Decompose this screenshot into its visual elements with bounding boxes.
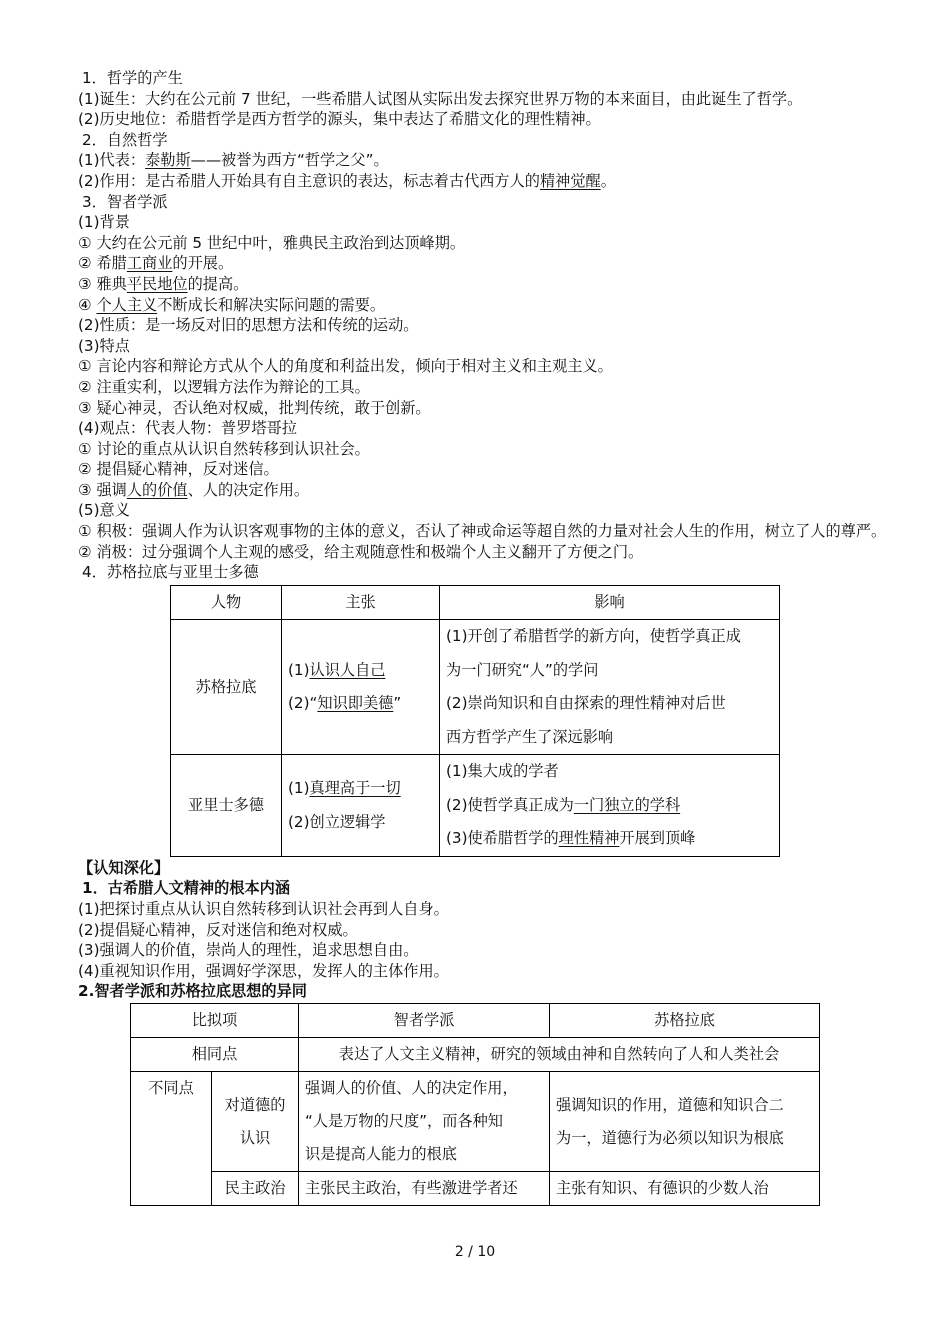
table-row-socrates [171, 620, 780, 755]
comparison-row-same [131, 1038, 820, 1072]
deepening-item-4: (4)重视知识作用，强调好学深思，发挥人的主体作用。 [78, 961, 449, 980]
feature-item-2: ② 注重实利，以逻辑方法作为辩论的工具。 [78, 377, 370, 396]
significance-negative: ② 消极：过分强调个人主观的感受，给主观随意性和极端个人主义翻开了方便之门。 [78, 542, 644, 561]
feature-item-1: ① 言论内容和辩论方式从个人的角度和利益出发，倾向于相对主义和主观主义。 [78, 357, 613, 376]
deepening-title-2: 2.智者学派和苏格拉底思想的异同 [78, 982, 307, 1001]
document-body [78, 68, 888, 1206]
background-item-4: ④ 个人主义不断成长和解决实际问题的需要。 [78, 295, 386, 314]
moral-label: 对道德的 认识 [212, 1072, 299, 1172]
header-person: 人物 [171, 585, 282, 620]
spirit-awakening-underlined: 精神觉醒 [539, 171, 601, 190]
thales-underlined: 泰勒斯 [145, 151, 191, 170]
view-item-2: ② 提倡疑心精神，反对迷信。 [78, 460, 279, 479]
section-1-title: 1．哲学的产生 [82, 69, 183, 87]
para-representative: (1)代表：泰勒斯——被誉为西方“哲学之父”。 [78, 151, 389, 170]
background-item-1: ① 大约在公元前 5 世纪中叶，雅典民主政治到达顶峰期。 [78, 233, 466, 252]
section-4-title: 4．苏格拉底与亚里士多德 [82, 563, 259, 582]
comparison-row-democracy [131, 1172, 820, 1206]
background-item-2: ② 希腊工商业的开展。 [78, 254, 234, 273]
header-socrates: 苏格拉底 [550, 1004, 820, 1038]
page-number: 2 / 10 [454, 1244, 496, 1260]
comparison-table [130, 1003, 820, 1206]
diff-label: 不同点 [131, 1072, 212, 1206]
significance-positive: ① 积极：强调人作为认识客观事物的主体的意义，否认了神或命运等超自然的力量对社会人生的作用，树立了人的尊严。 [78, 522, 887, 541]
table-header-row [171, 585, 780, 620]
same-text: 表达了人文主义精神，研究的领域由神和自然转向了人和人类社会 [299, 1038, 820, 1072]
subhead-views: (4)观点：代表人物：普罗塔哥拉 [78, 419, 297, 438]
comparison-row-moral [131, 1072, 820, 1172]
democracy-sophists: 主张民主政治，有些激进学者还 [299, 1172, 550, 1206]
comparison-header-row [131, 1004, 820, 1038]
header-influence: 影响 [440, 585, 780, 620]
aristotle-claims: (1)真理高于一切 (2)创立逻辑学 [282, 755, 440, 857]
para-origin: (1)诞生：大约在公元前 7 世纪，一些希腊人试图从实际出发去探究世界万物的本来面目，由此诞生了哲学。 [78, 89, 803, 108]
para-nature: (2)性质：是一场反对旧的思想方法和传统的运动。 [78, 316, 419, 335]
view-item-3: ③ 强调人的价值、人的决定作用。 [78, 480, 310, 499]
para-history-status: (2)历史地位：希腊哲学是西方哲学的源头，集中表达了希腊文化的理性精神。 [78, 110, 601, 129]
subhead-background: (1)背景 [78, 213, 130, 232]
deepening-item-1: (1)把探讨重点从认识自然转移到认识社会再到人自身。 [78, 900, 449, 919]
socrates-claims: (1)认识人自己 (2)“知识即美德” [282, 620, 440, 755]
feature-item-3: ③ 疑心神灵，否认绝对权威，批判传统，敢于创新。 [78, 398, 431, 417]
subhead-significance: (5)意义 [78, 501, 130, 520]
deepening-item-3: (3)强调人的价值，崇尚人的理性，追求思想自由。 [78, 941, 419, 960]
section-3-title: 3．智者学派 [82, 192, 168, 211]
socrates-name: 苏格拉底 [171, 620, 282, 755]
same-label: 相同点 [131, 1038, 299, 1072]
deepening-header: 【认知深化】 [78, 858, 170, 877]
para-function: (2)作用：是古希腊人开始具有自主意识的表达，标志着古代西方人的精神觉醒。 [78, 171, 616, 190]
background-item-3: ③ 雅典平民地位的提高。 [78, 274, 249, 293]
democracy-label: 民主政治 [212, 1172, 299, 1206]
democracy-socrates: 主张有知识、有德识的少数人治 [550, 1172, 820, 1206]
aristotle-name: 亚里士多德 [171, 755, 282, 857]
aristotle-influence: (1)集大成的学者 (2)使哲学真正成为一门独立的学科 (3)使希腊哲学的理性精神开展到顶峰 [440, 755, 780, 857]
view-item-1: ① 讨论的重点从认识自然转移到认识社会。 [78, 439, 370, 458]
section-2-title: 2．自然哲学 [82, 130, 168, 149]
deepening-title-1: 1．古希腊人文精神的根本内涵 [82, 879, 291, 898]
header-claim: 主张 [282, 585, 440, 620]
table-row-aristotle [171, 755, 780, 857]
subhead-features: (3)特点 [78, 336, 130, 355]
socrates-aristotle-table [170, 585, 780, 857]
deepening-item-2: (2)提倡疑心精神，反对迷信和绝对权威。 [78, 920, 358, 939]
moral-sophists: 强调人的价值、人的决定作用， “人是万物的尺度”，而各种知 识是提高人能力的根底 [299, 1072, 550, 1172]
moral-socrates: 强调知识的作用，道德和知识合二 为一，道德行为必须以知识为根底 [550, 1072, 820, 1172]
socrates-influence: (1)开创了希腊哲学的新方向，使哲学真正成 为一门研究“人”的学问 (2)崇尚知识和自由探索的理性精神对后世 西方哲学产生了深远影响 [440, 620, 780, 755]
header-compare-item: 比拟项 [131, 1004, 299, 1038]
header-sophists: 智者学派 [299, 1004, 550, 1038]
